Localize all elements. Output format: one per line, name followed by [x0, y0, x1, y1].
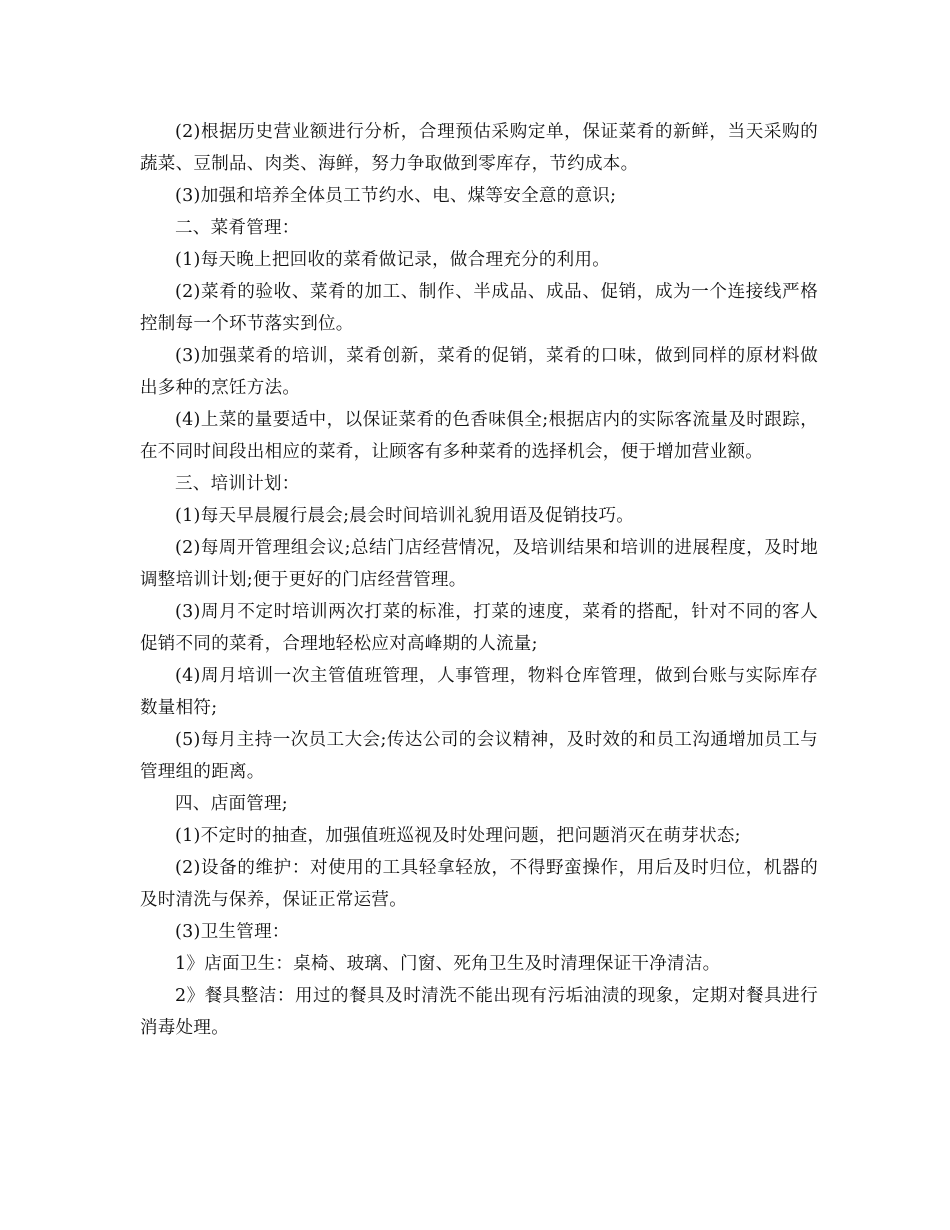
- paragraph-dish-record: (1)每天晚上把回收的菜肴做记录，做合理充分的利用。: [175, 250, 611, 270]
- document-body: [140, 116, 818, 1044]
- paragraph-serving-training: (3)周月不定时培训两次打菜的标准，打菜的速度，菜肴的搭配，针对不同的客人促销不同的菜肴，合理地轻松应对高峰期的人流量;: [140, 602, 818, 654]
- paragraph-morning-meeting: (1)每天早晨履行晨会;晨会时间培训礼貌用语及促销技巧。: [175, 506, 635, 526]
- paragraph-weekly-meeting: (2)每周开管理组会议;总结门店经营情况，及培训结果和培训的进展程度，及时地调整培训计划;便于更好的门店经营管理。: [140, 538, 818, 590]
- paragraph-store-hygiene: 1》店面卫生：桌椅、玻璃、门窗、死角卫生及时清理保证干净清洁。: [175, 954, 721, 974]
- paragraph-hygiene-management: (3)卫生管理：: [175, 922, 290, 942]
- paragraph-dish-training: (3)加强菜肴的培训，菜肴创新，菜肴的促销，菜肴的口味，做到同样的原材料做出多种的烹饪方法。: [140, 346, 818, 398]
- paragraph-serving-quantity: (4)上菜的量要适中，以保证菜肴的色香味俱全;根据店内的实际客流量及时跟踪，在不同时间段出相应的菜肴，让顾客有多种菜肴的选择机会，便于增加营业额。: [140, 410, 818, 462]
- section-heading-training-plan: 三、培训计划：: [175, 474, 300, 494]
- paragraph-energy-saving: (3)加强和培养全体员工节约水、电、煤等安全意的意识;: [175, 186, 617, 206]
- paragraph-equipment-maintenance: (2)设备的维护：对使用的工具轻拿轻放，不得野蛮操作，用后及时归位，机器的及时清洗与保养，保证正常运营。: [140, 858, 818, 910]
- section-heading-store-management: 四、店面管理;: [175, 794, 288, 814]
- section-heading-dish-management: 二、菜肴管理：: [175, 218, 300, 238]
- paragraph-purchasing-estimate: (2)根据历史营业额进行分析，合理预估采购定单，保证菜肴的新鲜，当天采购的蔬菜、豆制品、肉类、海鲜，努力争取做到零库存，节约成本。: [140, 122, 818, 174]
- paragraph-supervisor-training: (4)周月培训一次主管值班管理，人事管理，物料仓库管理，做到台账与实际库存数量相符;: [140, 666, 818, 718]
- paragraph-staff-meeting: (5)每月主持一次员工大会;传达公司的会议精神，及时效的和员工沟通增加员工与管理组的距离。: [140, 730, 818, 782]
- paragraph-dish-process-control: (2)菜肴的验收、菜肴的加工、制作、半成品、成品、促销，成为一个连接线严格控制每一个环节落实到位。: [140, 282, 818, 334]
- paragraph-tableware-cleanliness: 2》餐具整洁：用过的餐具及时清洗不能出现有污垢油渍的现象，定期对餐具进行消毒处理。: [140, 986, 818, 1038]
- paragraph-spot-check: (1)不定时的抽查，加强值班巡视及时处理问题，把问题消灭在萌芽状态;: [175, 826, 741, 846]
